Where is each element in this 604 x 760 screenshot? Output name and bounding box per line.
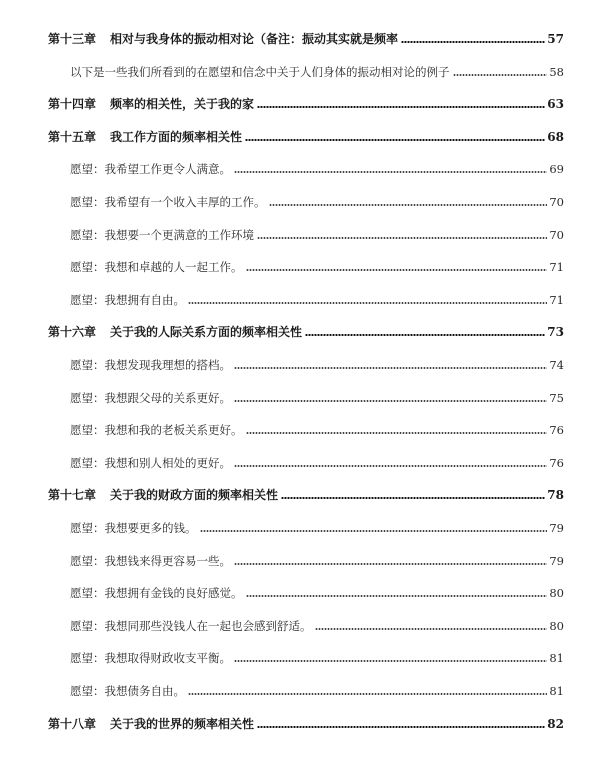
toc-subentry[interactable] (70, 678, 564, 698)
toc-entry-title: 愿望：我想和我的老板关系更好。 (70, 423, 243, 438)
chapter-number: 第十三章 (48, 32, 97, 46)
toc-entry-label (70, 423, 243, 437)
toc-entry-label (48, 717, 254, 731)
toc-entry-label (70, 684, 185, 698)
toc-page-number: 69 (549, 162, 564, 177)
toc-subentry[interactable] (70, 222, 564, 242)
toc-page-number: 71 (549, 260, 564, 275)
toc-entry-title: 愿望：我想同那些没钱人在一起也会感到舒适。 (70, 618, 312, 633)
toc-entry-label (48, 130, 242, 144)
toc-subentry[interactable] (70, 254, 564, 274)
toc-entry-title: 愿望：我希望有一个收入丰厚的工作。 (70, 195, 266, 209)
toc-entry-label (48, 488, 278, 502)
toc-entry-label (70, 228, 254, 242)
toc-subentry[interactable] (70, 548, 564, 568)
toc-entry-label (70, 260, 243, 274)
toc-entry-title: 愿望：我想和卓越的人一起工作。 (70, 260, 243, 275)
toc-subentry[interactable] (70, 645, 564, 665)
chapter-number: 第十六章 (48, 325, 97, 340)
dot-leader (234, 171, 547, 173)
toc-page-number: 57 (547, 32, 564, 46)
toc-page-number: 81 (549, 651, 564, 666)
toc-chapter-entry[interactable] (48, 319, 564, 339)
toc-subentry[interactable] (70, 385, 564, 405)
toc-entry-label (70, 293, 185, 307)
toc-chapter-entry[interactable] (48, 482, 564, 502)
dot-leader (188, 693, 547, 695)
toc-subentry[interactable] (70, 189, 564, 209)
toc-entry-label (48, 325, 302, 339)
dot-leader (246, 269, 548, 271)
toc-entry-title: 愿望：我想取得财政收支平衡。 (70, 651, 231, 666)
toc-page-number: 82 (547, 716, 564, 731)
dot-leader (315, 628, 548, 630)
dot-leader (246, 432, 548, 434)
toc-entry-label (48, 97, 254, 111)
dot-leader (401, 41, 545, 43)
dot-leader (269, 204, 548, 206)
toc-subentry[interactable] (70, 156, 564, 176)
toc-page-number: 78 (547, 488, 564, 503)
dot-leader (453, 74, 548, 76)
dot-leader (234, 465, 547, 467)
toc-entry-label (70, 521, 197, 535)
toc-entry-title: 愿望：我想发现我理想的搭档。 (70, 358, 231, 372)
toc-page-number: 70 (549, 227, 564, 242)
toc-entry-title: 我工作方面的频率相关性 (110, 129, 243, 144)
toc-subentry[interactable] (70, 352, 564, 372)
toc-entry-title: 关于我的财政方面的频率相关性 (110, 488, 279, 503)
toc-page-number: 80 (549, 618, 564, 633)
toc-subentry[interactable] (70, 580, 564, 600)
toc-subentry[interactable] (70, 417, 564, 437)
dot-leader (234, 563, 547, 565)
dot-leader (188, 302, 547, 304)
toc-entry-title: 以下是一些我们所看到的在愿望和信念中关于人们身体的振动相对论的例子 (70, 64, 450, 79)
dot-leader (257, 726, 545, 728)
dot-leader (200, 530, 548, 532)
dot-leader (281, 497, 545, 499)
toc-entry-label (70, 651, 231, 665)
dot-leader (305, 334, 545, 336)
toc-entry-label (70, 391, 231, 405)
toc-entry-label (70, 358, 231, 372)
toc-page-number: 79 (549, 521, 564, 535)
toc-entry-title: 关于我的人际关系方面的频率相关性 (110, 325, 303, 340)
toc-entry-title: 愿望：我想拥有金钱的良好感觉。 (70, 586, 243, 601)
toc-page-number: 81 (549, 684, 564, 698)
toc-entry-label (70, 65, 450, 79)
dot-leader (245, 139, 545, 141)
dot-leader (246, 595, 548, 597)
dot-leader (257, 237, 547, 239)
toc-entry-title: 愿望：我想跟父母的关系更好。 (70, 390, 231, 405)
dot-leader (257, 106, 545, 108)
toc-entry-title: 关于我的世界的频率相关性 (110, 716, 255, 731)
toc-entry-label (70, 456, 231, 470)
toc-page-number: 80 (549, 586, 564, 601)
toc-page-number: 71 (549, 292, 564, 307)
toc-chapter-entry[interactable] (48, 124, 564, 144)
chapter-number: 第十五章 (48, 129, 97, 144)
toc-entry-title: 愿望：我想和别人相处的更好。 (70, 455, 231, 470)
toc-entry-label (70, 554, 231, 568)
chapter-number: 第十七章 (48, 488, 97, 503)
toc-page-number: 76 (549, 423, 564, 438)
toc-entry-title: 愿望：我想债务自由。 (70, 684, 185, 698)
toc-page-number: 75 (549, 390, 564, 405)
toc-entry-title: 相对与我身体的振动相对论（备注：振动其实就是频率 (110, 32, 399, 46)
toc-entry-label (70, 162, 231, 176)
toc-entry-title: 愿望：我想要一个更满意的工作环境 (70, 227, 254, 242)
toc-chapter-entry[interactable] (48, 91, 564, 111)
toc-page-number: 79 (549, 553, 564, 568)
dot-leader (234, 400, 547, 402)
chapter-number: 第十八章 (48, 716, 97, 731)
toc-entry-title: 愿望：我希望工作更令人满意。 (70, 162, 231, 177)
toc-entry-label (70, 619, 312, 633)
toc-page-number: 70 (549, 195, 564, 209)
toc-chapter-entry[interactable] (48, 26, 564, 46)
toc-entry-title: 愿望：我想拥有自由。 (70, 292, 185, 307)
toc-subentry[interactable] (70, 450, 564, 470)
toc-page-number: 68 (547, 129, 564, 144)
toc-subentry[interactable] (70, 287, 564, 307)
toc-subentry[interactable] (70, 59, 564, 79)
toc-subentry[interactable] (70, 613, 564, 633)
toc-page-number: 63 (547, 97, 564, 112)
toc-entry-label (48, 32, 398, 46)
toc-page-number: 76 (549, 455, 564, 470)
toc-chapter-entry[interactable] (48, 711, 564, 731)
toc-entry-label (70, 195, 266, 209)
toc-page-number: 74 (549, 358, 564, 372)
toc-entry-title: 愿望：我想钱来得更容易一些。 (70, 553, 231, 568)
toc-entry-title: 频率的相关性，关于我的家 (110, 97, 255, 112)
toc-entry-title: 愿望：我想要更多的钱。 (70, 521, 197, 535)
toc-subentry[interactable] (70, 515, 564, 535)
chapter-number: 第十四章 (48, 97, 97, 112)
toc-page-number: 73 (547, 325, 564, 340)
dot-leader (234, 367, 547, 369)
toc-page-number: 58 (549, 64, 564, 79)
toc-entry-label (70, 586, 243, 600)
dot-leader (234, 660, 547, 662)
